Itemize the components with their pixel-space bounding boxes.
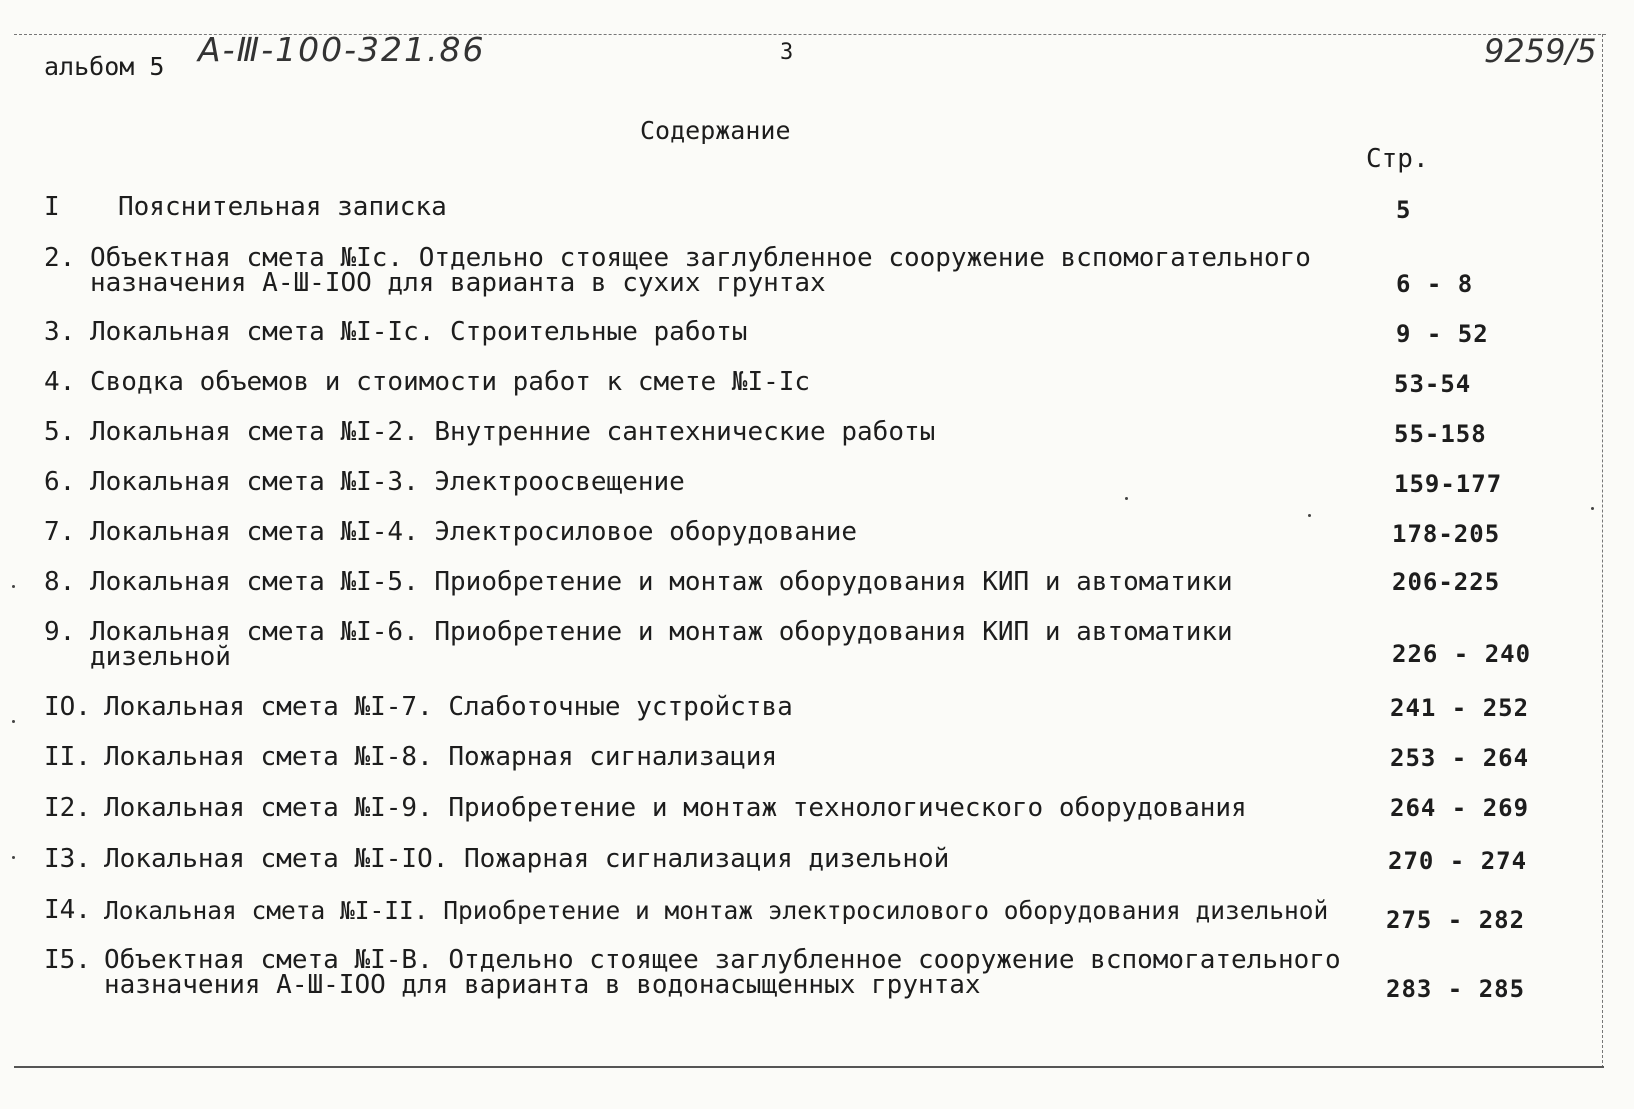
scan-speck — [1308, 514, 1311, 517]
entry-pages: 9 - 52 — [1396, 320, 1489, 348]
entry-title-line: назначения А-Ш-IOO для варианта в сухих грунтах — [90, 268, 826, 298]
entry-title — [90, 417, 936, 447]
entry-title-line: Локальная смета №I-2. Внутренние сантехнические работы — [90, 417, 936, 447]
page-number: 3 — [780, 40, 794, 65]
entry-title — [90, 467, 685, 497]
scan-speck — [12, 720, 15, 723]
entry-pages: 264 - 269 — [1390, 794, 1530, 822]
entry-title — [104, 742, 778, 772]
entry-number: IO. — [44, 692, 91, 722]
entry-title-line: Локальная смета №I-II. Приобретение и монтаж электросилового оборудования дизельной — [104, 896, 1329, 925]
album-label: альбом 5 — [44, 52, 165, 81]
entry-pages: 159-177 — [1394, 470, 1503, 498]
entry-pages: 270 - 274 — [1388, 847, 1528, 875]
entry-pages: 253 - 264 — [1390, 744, 1530, 772]
entry-number: I5. — [44, 945, 91, 975]
entry-number: 2. — [44, 243, 76, 273]
entry-pages: 55-158 — [1394, 420, 1487, 448]
entry-number: 7. — [44, 517, 76, 547]
entry-pages: 53-54 — [1394, 370, 1472, 398]
entry-title-line: назначения А-Ш-IOO для варианта в водонасыщенных грунтах — [104, 970, 981, 1000]
entry-title-line: Пояснительная записка — [118, 192, 447, 222]
entry-pages: 206-225 — [1392, 568, 1501, 596]
entry-title — [90, 243, 1311, 298]
scan-speck — [12, 585, 15, 588]
document-number: 9259/5 — [1484, 32, 1597, 70]
entry-title-line: Сводка объемов и стоимости работ к смете №I-Iс — [90, 367, 811, 397]
entry-title-line: Локальная смета №I-9. Приобретение и монтаж технологического оборудования — [104, 793, 1247, 823]
entry-title — [104, 898, 1328, 923]
entry-title-line: Локальная смета №I-7. Слаботочные устройства — [104, 692, 793, 722]
entry-title — [118, 192, 447, 222]
entry-number: 8. — [44, 567, 76, 597]
entry-title — [104, 692, 793, 722]
entry-title — [104, 945, 1341, 1000]
entry-number: 4. — [44, 367, 76, 397]
entry-title-line: Локальная смета №I-6. Приобретение и монтаж оборудования КИП и автоматики — [90, 617, 1233, 647]
entry-title — [90, 517, 858, 547]
entry-number: I2. — [44, 793, 91, 823]
entry-title-line: Объектная смета №I-В. Отдельно стоящее заглубленное сооружение вспомогательного — [104, 945, 1341, 975]
entry-pages: 283 - 285 — [1386, 975, 1526, 1003]
entry-pages: 275 - 282 — [1386, 906, 1526, 934]
entry-number: I4. — [44, 895, 91, 925]
entry-pages: 6 - 8 — [1396, 270, 1474, 298]
entry-number: 5. — [44, 417, 76, 447]
entry-title — [90, 317, 748, 347]
scan-speck — [1125, 497, 1128, 500]
entry-title — [90, 367, 811, 397]
scan-speck — [1591, 507, 1594, 510]
entry-title — [90, 567, 1233, 597]
pages-column-header: Стр. — [1366, 144, 1429, 174]
entry-title-line: Локальная смета №I-Iс. Строительные работы — [90, 317, 748, 347]
entry-number: 9. — [44, 617, 76, 647]
entry-number: II. — [44, 742, 91, 772]
contents-title: Содержание — [640, 116, 791, 145]
entry-title-line: Локальная смета №I-4. Электросиловое оборудование — [90, 517, 858, 547]
entry-title-line: Объектная смета №Iс. Отдельно стоящее заглубленное сооружение вспомогательного — [90, 243, 1311, 273]
entry-title-line: дизельной — [90, 642, 231, 672]
entry-pages: 226 - 240 — [1392, 640, 1532, 668]
scan-speck — [12, 856, 15, 859]
entry-title-line: Локальная смета №I-3. Электроосвещение — [90, 467, 685, 497]
entry-title-line: Локальная смета №I-8. Пожарная сигнализация — [104, 742, 778, 772]
frame-bottom-line — [14, 1066, 1604, 1068]
entry-title — [104, 844, 950, 874]
entry-title-line: Локальная смета №I-5. Приобретение и монтаж оборудования КИП и автоматики — [90, 567, 1233, 597]
entry-number: I3. — [44, 844, 91, 874]
entry-pages: 5 — [1396, 196, 1412, 224]
entry-number: 3. — [44, 317, 76, 347]
entry-title-line: Локальная смета №I-IO. Пожарная сигнализация дизельной — [104, 844, 950, 874]
entry-number: 6. — [44, 467, 76, 497]
entry-pages: 178-205 — [1392, 520, 1501, 548]
entry-number: I — [44, 192, 60, 222]
document-code: А-Ⅲ-100-321.86 — [198, 30, 486, 69]
entry-title — [90, 617, 1233, 672]
entry-title — [104, 793, 1247, 823]
entry-pages: 241 - 252 — [1390, 694, 1530, 722]
frame-right-line — [1602, 34, 1603, 1068]
